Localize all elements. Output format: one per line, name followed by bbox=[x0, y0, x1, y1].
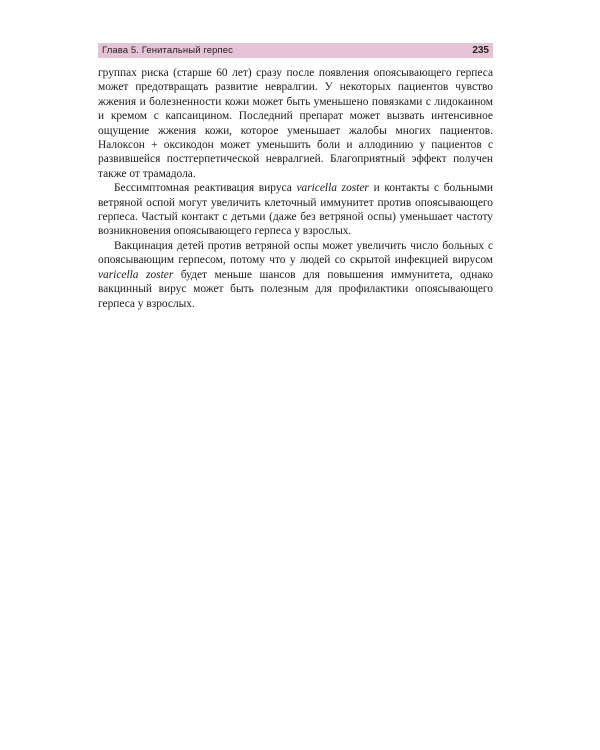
body-text bbox=[98, 66, 493, 311]
paragraph-3 bbox=[98, 239, 493, 311]
paragraph-2-text-a: Бессимптомная реактивация вируса bbox=[114, 182, 297, 195]
paragraph-2-virus-name: varicella zoster bbox=[296, 182, 369, 195]
paragraph-3-virus-name: varicella zoster bbox=[98, 268, 174, 281]
paragraph-3-text-a: Вакцинация детей против ветряной оспы может увеличить число больных с опоясывающим герпесом, потому что у людей со скрытой инфекцией вирусом bbox=[98, 239, 493, 267]
paragraph-1 bbox=[98, 66, 493, 181]
paragraph-2-text-b: и контакты с больными ветряной оспой могут увеличить клеточный иммунитет против опоясывающего герпеса. Частый контакт с детьми (даже без ветряной оспы) уменьшает частоту возникновения опоясывающего герпеса у взрослых. bbox=[98, 182, 494, 238]
running-header bbox=[98, 43, 493, 58]
chapter-title: Глава 5. Генитальный герпес bbox=[102, 45, 233, 56]
paragraph-2 bbox=[98, 181, 493, 239]
paragraph-3-text-b: будет меньше шансов для повышения иммунитета, однако вакцинный вирус может быть полезным для профилактики опоясывающего герпеса у взрослых. bbox=[98, 268, 494, 310]
page-number: 235 bbox=[472, 45, 489, 56]
paragraph-1-text: группах риска (старше 60 лет) сразу после появления опоясывающего герпеса может предотвращать развитие невралгии. У некоторых пациентов чувство жжения и болезненности кожи может быть уменьшено повязками с лидокаином и кремом с капсаицином. Последний препарат может вызвать интенсивное ощущение жжения кожи, которое уменьшает жалобы многих пациентов. Налоксон + оксикодон может уменьшить боли и аллодинию у пациентов с развившейся постгерпетической невралгией. Благоприятный эффект получен также от трамадола. bbox=[98, 67, 493, 180]
